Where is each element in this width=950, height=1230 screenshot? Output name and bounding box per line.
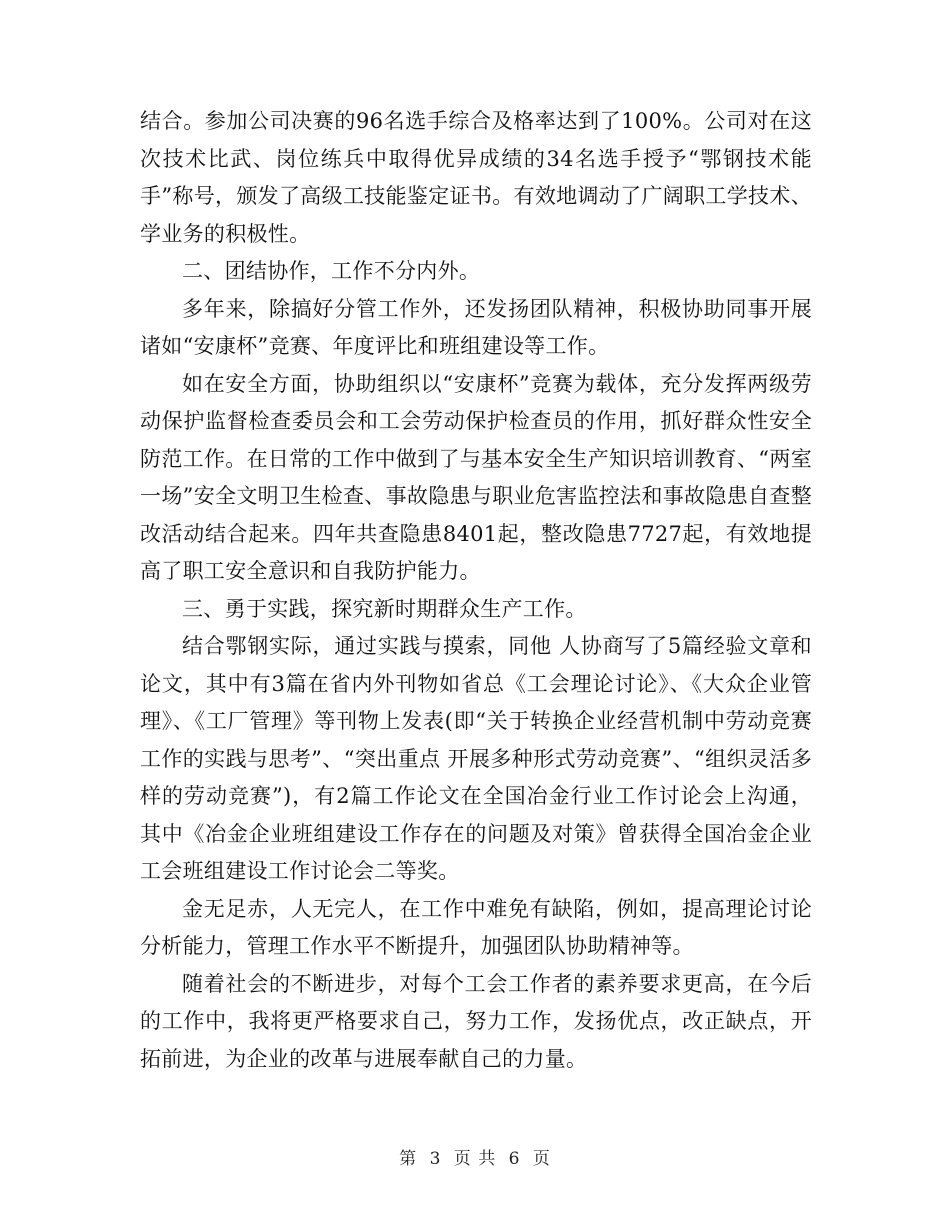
page-total: 6 <box>508 1149 521 1169</box>
page-label-suffix: 页 <box>532 1149 551 1169</box>
document-body <box>140 103 812 1078</box>
paragraph-continuation: 结合。参加公司决赛的96名选手综合及格率达到了100%。公司对在这次技术比武、岗位练兵中取得优异成绩的34名选手授予“鄂钢技术能手”称号，颁发了高级工技能鉴定证书。有效地调动了广阔职工学技术、学业务的积极性。 <box>140 109 812 246</box>
paragraph: 如在安全方面，协助组织以“安康杯”竞赛为载体，充分发挥两级劳动保护监督检查委员会和工会劳动保护检查员的作用，抓好群众性安全防范工作。在日常的工作中做到了与基本安全生产知识培训教育、“两室一场”安全文明卫生检查、事故隐患与职业危害监控法和事故隐患自查整改活动结合起来。四年共查隐患8401起，整改隐患7727起，有效地提高了职工安全意识和自我防护能力。 <box>140 371 812 583</box>
paragraph: 多年来，除搞好分管工作外，还发扬团队精神，积极协助同事开展诸如“安康杯”竞赛、年度评比和班组建设等工作。 <box>140 296 812 358</box>
section-heading-2: 二、团结协作，工作不分内外。 <box>182 259 481 283</box>
section-heading-3: 三、勇于实践，探究新时期群众生产工作。 <box>182 596 587 621</box>
page-label-prefix: 第 <box>399 1149 418 1169</box>
page-label-middle: 页 共 <box>453 1149 497 1169</box>
paragraph: 结合鄂钢实际，通过实践与摸索，同他 人协商写了5篇经验文章和论文，其中有3篇在省内外刊物如省总《工会理论讨论》、《大众企业管理》、《工厂管理》等刊物上发表(即“关于转换企业经营机制中劳动竞赛工作的实践与思考”、“突出重点 开展多种形式劳动竞赛”、“组织灵活多样的劳动竞赛”)，有2篇工作论文在全国冶金行业工作讨论会上沟通，其中《冶金企业班组建设工作存在的问题及对策》曾获得全国冶金企业工会班组建设工作讨论会二等奖。 <box>140 634 812 883</box>
paragraph: 随着社会的不断进步，对每个工会工作者的素养要求更高，在今后的工作中，我将更严格要求自己，努力工作，发扬优点，改正缺点，开拓前进，为企业的改革与进展奉献自己的力量。 <box>140 971 812 1071</box>
page-footer <box>0 1144 950 1169</box>
page-number: 3 <box>429 1149 442 1169</box>
paragraph: 金无足赤，人无完人，在工作中难免有缺陷，例如，提高理论讨论分析能力，管理工作水平不断提升，加强团队协助精神等。 <box>140 896 812 958</box>
